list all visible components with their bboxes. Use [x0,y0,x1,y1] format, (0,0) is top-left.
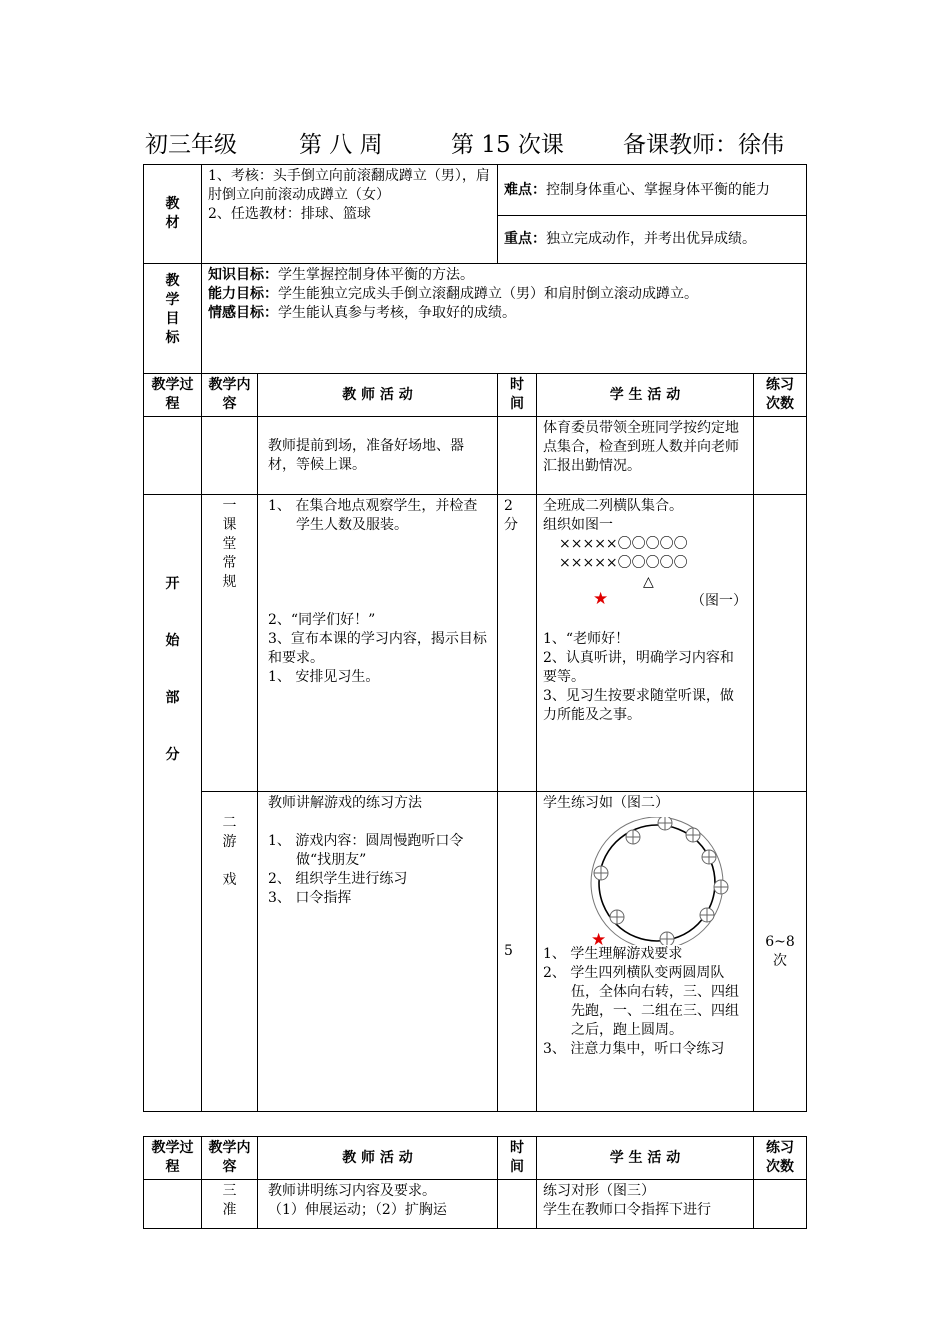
game-student: 学生练习如（图二） ★ 1、 学生理解游戏要求 2、 学生四列横队变两圆周队伍，全体向右转，三、四组先跑，一、二组在三、四组之后，跑上圆周。 3、 注意力集中，听口令练习 [537,792,754,1112]
col-header-process-2: 教学过程 [144,1137,202,1180]
col-header-teacher: 教 师 活 动 [258,374,498,417]
warmup-student: 练习对形（图三） 学生在教师口令指挥下进行 [537,1180,754,1229]
routine-teacher [258,495,498,792]
teacher-name: 备课教师：徐伟 [623,132,784,158]
game-teacher-star-icon: ★ [591,930,607,950]
key-point-label: 重点： [504,231,546,247]
col-header-content: 教学内容 [202,374,258,417]
materials-content [202,165,498,264]
objectives-content [202,264,807,374]
warmup-teacher: 教师讲明练习内容及要求。 （1）伸展运动；（2）扩胸运 [258,1180,498,1229]
figure-1-label: （图一） [691,593,747,609]
objectives-label: 教 学 目 标 [144,264,202,374]
outer-circle [591,817,723,945]
col-header-content-2: 教学内容 [202,1137,258,1180]
section-start-label: 开 始 部 分 [144,495,202,1112]
emotion-objective: 情感目标：学生能认真参与考核，争取好的成绩。 [208,305,516,321]
routine-teacher-4: 1、 安排见习生。 [268,669,380,685]
game-content-label: 二 游 戏 [202,792,258,1112]
difficulty-text: 控制身体重心、掌握身体平衡的能力 [546,181,770,198]
routine-time: 2 分 [498,495,537,792]
materials-item-1: 1、考核：头手倒立向前滚翻成蹲立（男），肩肘倒立向前滚动成蹲立（女） [208,168,490,203]
col-header-count: 练习次数 [754,374,807,417]
routine-teacher-3: 3、宣布本课的学习内容，揭示目标和要求。 [268,631,487,666]
lesson-plan-table [143,164,807,1112]
col-header-student-2: 学 生 活 动 [537,1137,754,1180]
key-point-cell [498,216,807,264]
warmup-content-label: 三 准 [202,1180,258,1229]
difficulty-label: 难点： [504,181,546,198]
key-point-text: 独立完成动作，并考出优异成绩。 [546,231,756,247]
teacher-triangle: △ [643,574,654,590]
preclass-student: 体育委员带领全班同学按约定地点集合，检查到班人数并向老师汇报出勤情况。 [537,417,754,495]
col-header-student: 学 生 活 动 [537,374,754,417]
ability-objective: 能力目标：学生能独立完成头手倒立滚翻成蹲立（男）和肩肘倒立滚动成蹲立。 [208,286,698,302]
routine-content-label: 一 课 堂 常 规 [202,495,258,792]
col-header-time-2: 时间 [498,1137,537,1180]
game-teacher: 教师讲解游戏的练习方法 1、 游戏内容：圆周慢跑听口令做“找朋友” 2、 组织学生进行练习 3、 口令指挥 [258,792,498,1112]
week-label: 第 八 周 [299,132,383,158]
page-title [145,126,815,160]
grade-label: 初三年级 [145,132,237,158]
col-header-time: 时间 [498,374,537,417]
routine-teacher-2: 2、“同学们好！” [268,612,376,628]
circle-formation-diagram [581,817,731,945]
materials-item-2: 2、任选教材：排球、篮球 [208,206,371,222]
game-time: 5 [498,792,537,1112]
col-header-teacher-2: 教 师 活 动 [258,1137,498,1180]
col-header-count-2: 练习次数 [754,1137,807,1180]
col-header-process: 教学过程 [144,374,202,417]
game-count: 6~8次 [754,792,807,1112]
lesson-plan-table-continued [143,1136,807,1229]
routine-teacher-1: 1、 在集合地点观察学生，并检查学生人数及服装。 [268,498,478,533]
formation-row-2: ×××××〇〇〇〇〇 [559,555,688,571]
materials-label: 教 材 [144,165,202,264]
teacher-star-icon: ★ [593,589,609,609]
difficulty-cell [498,165,807,216]
lesson-number: 第 15 次课 [451,132,564,158]
knowledge-objective: 知识目标：学生掌握控制身体平衡的方法。 [208,267,474,283]
preclass-teacher: 教师提前到场，准备好场地、器材，等候上课。 [258,417,498,495]
routine-student: 全班成二列横队集合。 组织如图一 ×××××〇〇〇〇〇 ×××××〇〇〇〇〇 △ ★ （图一） 1、“老师好！ 2、认真听讲，明确学习内容和要等。 3、见习生按要求随堂听课，做力所能及之事。 [537,495,754,792]
formation-row-1: ×××××〇〇〇〇〇 [559,536,688,552]
